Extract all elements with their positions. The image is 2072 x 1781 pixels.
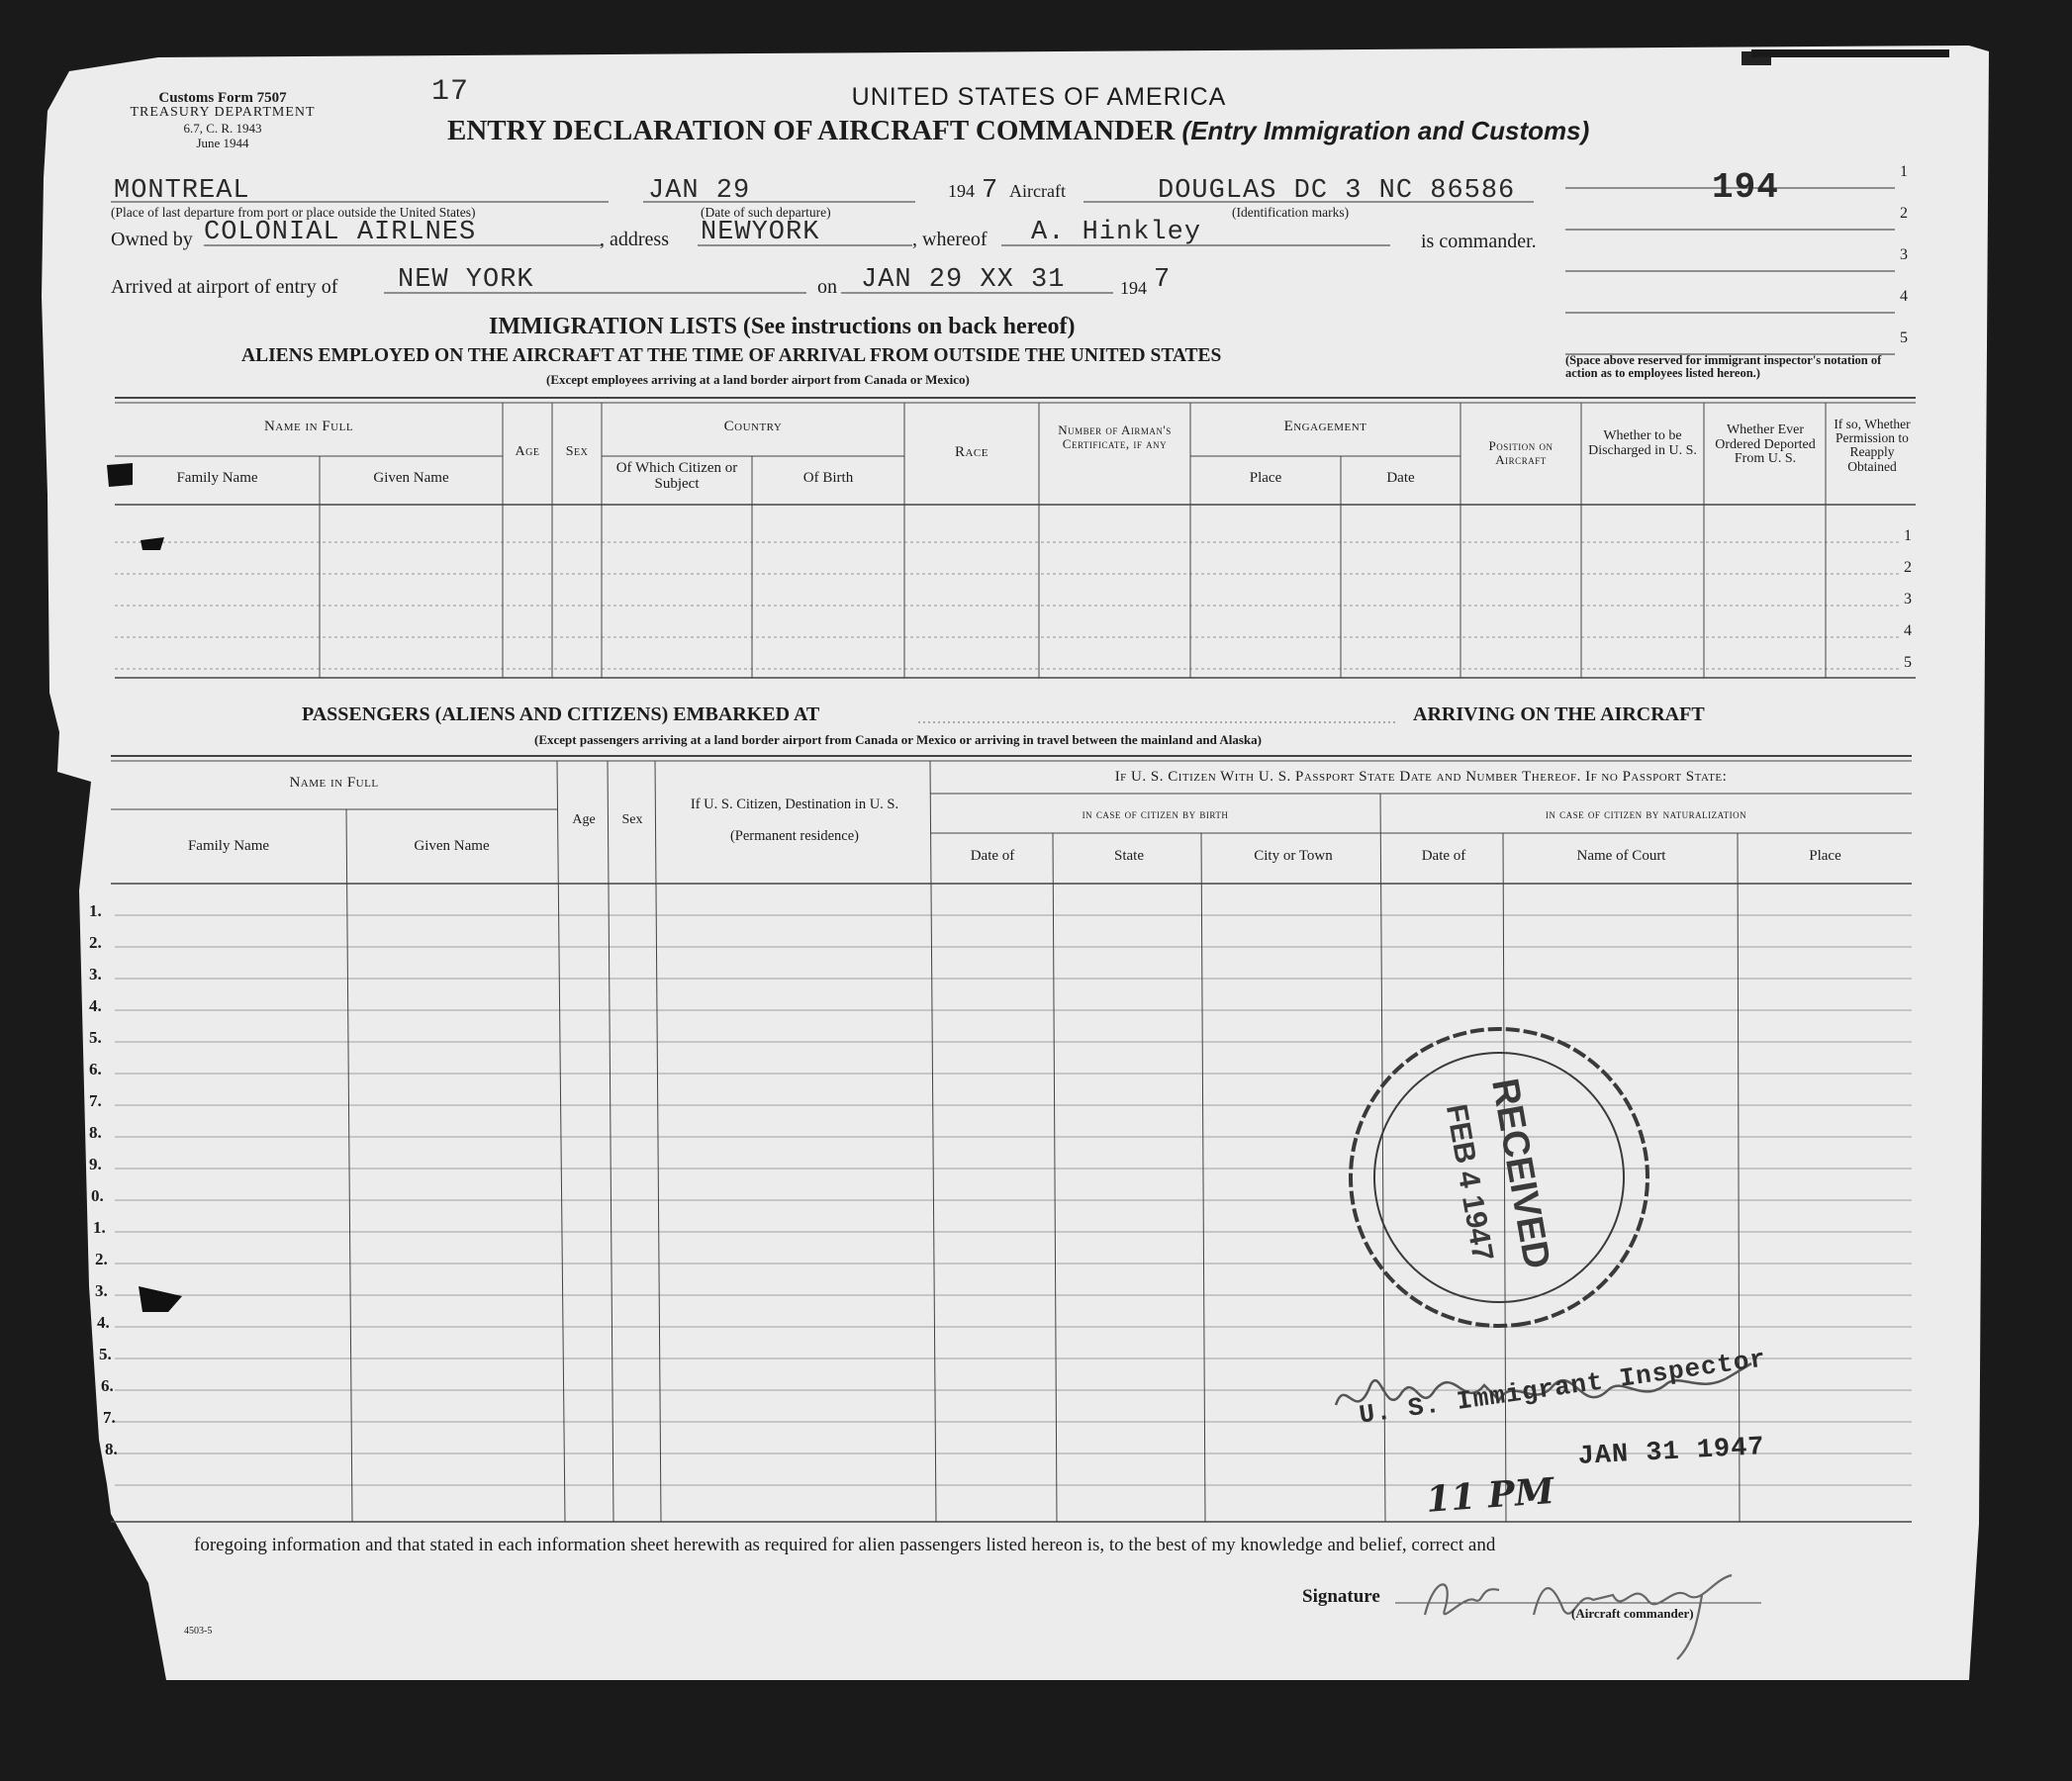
pax-col-passport-heading: If U. S. Citizen With U. S. Passport State Date and Number Thereof. If no Passport State:	[1114, 769, 1728, 785]
pax-col-name-in-full: Name in Full	[289, 775, 379, 791]
owned-by-value: COLONIAL AIRLNES	[204, 218, 477, 247]
col-deported: Whether Ever Ordered Deported From U. S.	[1715, 422, 1816, 467]
commander-value: A. Hinkley	[1031, 218, 1202, 247]
pax-row-number: 5.	[99, 1345, 112, 1363]
aircraft-value: DOUGLAS DC 3 NC 86586	[1158, 176, 1516, 206]
title-main: ENTRY DECLARATION OF AIRCRAFT COMMANDER	[447, 115, 1176, 146]
col-engagement-place: Place	[1249, 470, 1282, 486]
departure-date-value: JAN 29	[648, 176, 751, 206]
pax-row-number: 1.	[93, 1218, 106, 1237]
col-discharged: Whether to be Discharged in U. S.	[1588, 428, 1697, 458]
col-name-in-full: Name in Full	[263, 419, 354, 434]
col-citizen-of: Of Which Citizen or Subject	[615, 460, 738, 492]
pax-col-by-naturalization: in case of citizen by naturalization	[1545, 806, 1747, 821]
inspector-date-stamp: JAN 31 1947	[1576, 1433, 1766, 1472]
row-number: 5	[1904, 654, 1912, 671]
pax-row-number: 7.	[89, 1091, 102, 1110]
whereof-label: , whereof	[912, 229, 988, 250]
pax-row-number: 6.	[89, 1060, 102, 1078]
immigration-heading: IMMIGRATION LISTS (See instructions on back hereof)	[489, 314, 1076, 339]
pax-col-given-name: Given Name	[414, 838, 490, 854]
pax-col-by-birth: in case of citizen by birth	[1082, 806, 1229, 821]
form-date: June 1944	[196, 136, 249, 150]
col-race: Race	[954, 444, 989, 460]
pax-row-number: 1.	[89, 901, 102, 920]
col-airman-cert: Number of Airman's Certificate, if any	[1058, 422, 1172, 451]
col-of-birth: Of Birth	[802, 470, 854, 486]
signature-label: Signature	[1302, 1586, 1380, 1607]
inspector-box-note: (Space above reserved for immigrant inspector's notation of action as to employees listed hereon.)	[1565, 353, 1882, 381]
title-sub: (Entry Immigration and Customs)	[1181, 116, 1590, 145]
inspector-title-stamp: U. S. Immigrant Inspector	[1357, 1344, 1768, 1431]
pax-col-destination: If U. S. Citizen, Destination in U. S.	[690, 797, 899, 812]
pax-row-number: 2.	[89, 933, 102, 952]
pax-row-number: 8.	[105, 1440, 118, 1458]
row-number: 4	[1904, 622, 1912, 639]
address-value: NEWYORK	[701, 218, 820, 247]
col-sex: Sex	[565, 444, 589, 459]
pax-col-court: Name of Court	[1576, 848, 1666, 864]
address-label: , address	[600, 229, 669, 250]
departure-place-caption: (Place of last departure from port or place outside the United States)	[111, 205, 476, 220]
immigration-subheading: ALIENS EMPLOYED ON THE AIRCRAFT AT THE TIME OF ARRIVAL FROM OUTSIDE THE UNITED STATES	[241, 345, 1222, 366]
commander-suffix: is commander.	[1421, 231, 1537, 252]
row-number: 1	[1904, 527, 1912, 544]
col-position: Position on Aircraft	[1488, 438, 1554, 467]
form-regulation: 6.7, C. R. 1943	[183, 121, 262, 136]
departure-date-caption: (Date of such departure)	[701, 205, 831, 220]
departure-year-suffix: 7	[982, 176, 999, 206]
pax-row-number: 5.	[89, 1028, 102, 1047]
pax-col-sex: Sex	[621, 812, 643, 827]
signature-caption: (Aircraft commander)	[1571, 1606, 1694, 1621]
form-footer-code: 4503-5	[184, 1626, 213, 1637]
owned-by-label: Owned by	[111, 229, 193, 250]
pax-row-number: 8.	[89, 1123, 102, 1142]
passengers-heading-right: ARRIVING ON THE AIRCRAFT	[1413, 703, 1705, 725]
form-department: TREASURY DEPARTMENT	[130, 105, 316, 120]
col-country: Country	[723, 419, 783, 434]
aircraft-caption: (Identification marks)	[1232, 205, 1350, 220]
airport-value: NEW YORK	[398, 265, 534, 295]
form-number: Customs Form 7507	[158, 90, 287, 106]
stamp-number: 194	[1712, 167, 1779, 208]
pax-row-number: 4.	[97, 1313, 110, 1332]
col-family-name: Family Name	[176, 470, 258, 486]
pax-col-nat-date: Date of	[1421, 848, 1466, 864]
arrival-time-handwritten: 11 PM	[1424, 1469, 1555, 1521]
inspector-line-number: 4	[1900, 288, 1908, 305]
col-engagement: Engagement	[1283, 419, 1367, 434]
inspector-line-number: 2	[1900, 205, 1908, 222]
arrival-year-suffix: 7	[1154, 265, 1172, 295]
pax-row-number: 0.	[91, 1186, 104, 1205]
inspector-line-number: 5	[1900, 329, 1908, 346]
pax-col-place: Place	[1809, 848, 1841, 864]
pax-row-number: 4.	[89, 996, 102, 1015]
pax-col-birth-date: Date of	[970, 848, 1015, 864]
col-permission: If so, Whether Permission to Reapply Obtained	[1834, 417, 1911, 474]
inspector-line-number: 1	[1900, 163, 1908, 180]
col-engagement-date: Date	[1386, 470, 1415, 486]
pax-row-number: 9.	[89, 1155, 102, 1173]
arrived-label: Arrived at airport of entry of	[111, 276, 338, 298]
passengers-note: (Except passengers arriving at a land border airport from Canada or Mexico or arriving in travel between the mainland and Alaska)	[534, 732, 1262, 747]
immigration-note: (Except employees arriving at a land border airport from Canada or Mexico)	[546, 372, 970, 387]
row-number: 3	[1904, 591, 1912, 608]
departure-year-prefix: 194	[948, 181, 975, 201]
pax-row-number: 3.	[89, 965, 102, 984]
sheet-number: 17	[431, 75, 470, 109]
stamp-date-text: FEB 4 1947	[1439, 1101, 1500, 1264]
pax-row-number: 6.	[101, 1376, 114, 1395]
row-number: 2	[1904, 559, 1912, 576]
passengers-heading: PASSENGERS (ALIENS AND CITIZENS) EMBARKED AT	[302, 703, 820, 725]
arrival-date-value: JAN 29 XX 31	[861, 265, 1066, 295]
country-heading: UNITED STATES OF AMERICA	[851, 83, 1227, 111]
pax-col-age: Age	[572, 812, 596, 827]
col-age: Age	[515, 444, 540, 459]
arrival-year-prefix: 194	[1120, 278, 1147, 298]
pax-col-destination-note: (Permanent residence)	[729, 828, 860, 844]
departure-place-value: MONTREAL	[114, 176, 250, 206]
pax-col-state: State	[1114, 848, 1144, 864]
inspector-line-number: 3	[1900, 246, 1908, 263]
pax-row-number: 2.	[95, 1250, 108, 1268]
pax-row-number: 7.	[103, 1408, 116, 1427]
pax-col-family-name: Family Name	[187, 838, 270, 854]
pax-row-number: 3.	[95, 1281, 108, 1300]
on-label: on	[817, 276, 837, 298]
stamp-received-text: RECEIVED	[1483, 1075, 1558, 1272]
declaration-text: foregoing information and that stated in each information sheet herewith as required for alien passengers listed hereon is, to the best of my knowledge and belief, correct and	[194, 1535, 1496, 1555]
col-given-name: Given Name	[373, 470, 449, 486]
aircraft-label: Aircraft	[1009, 181, 1066, 201]
pax-col-city: City or Town	[1254, 848, 1333, 864]
